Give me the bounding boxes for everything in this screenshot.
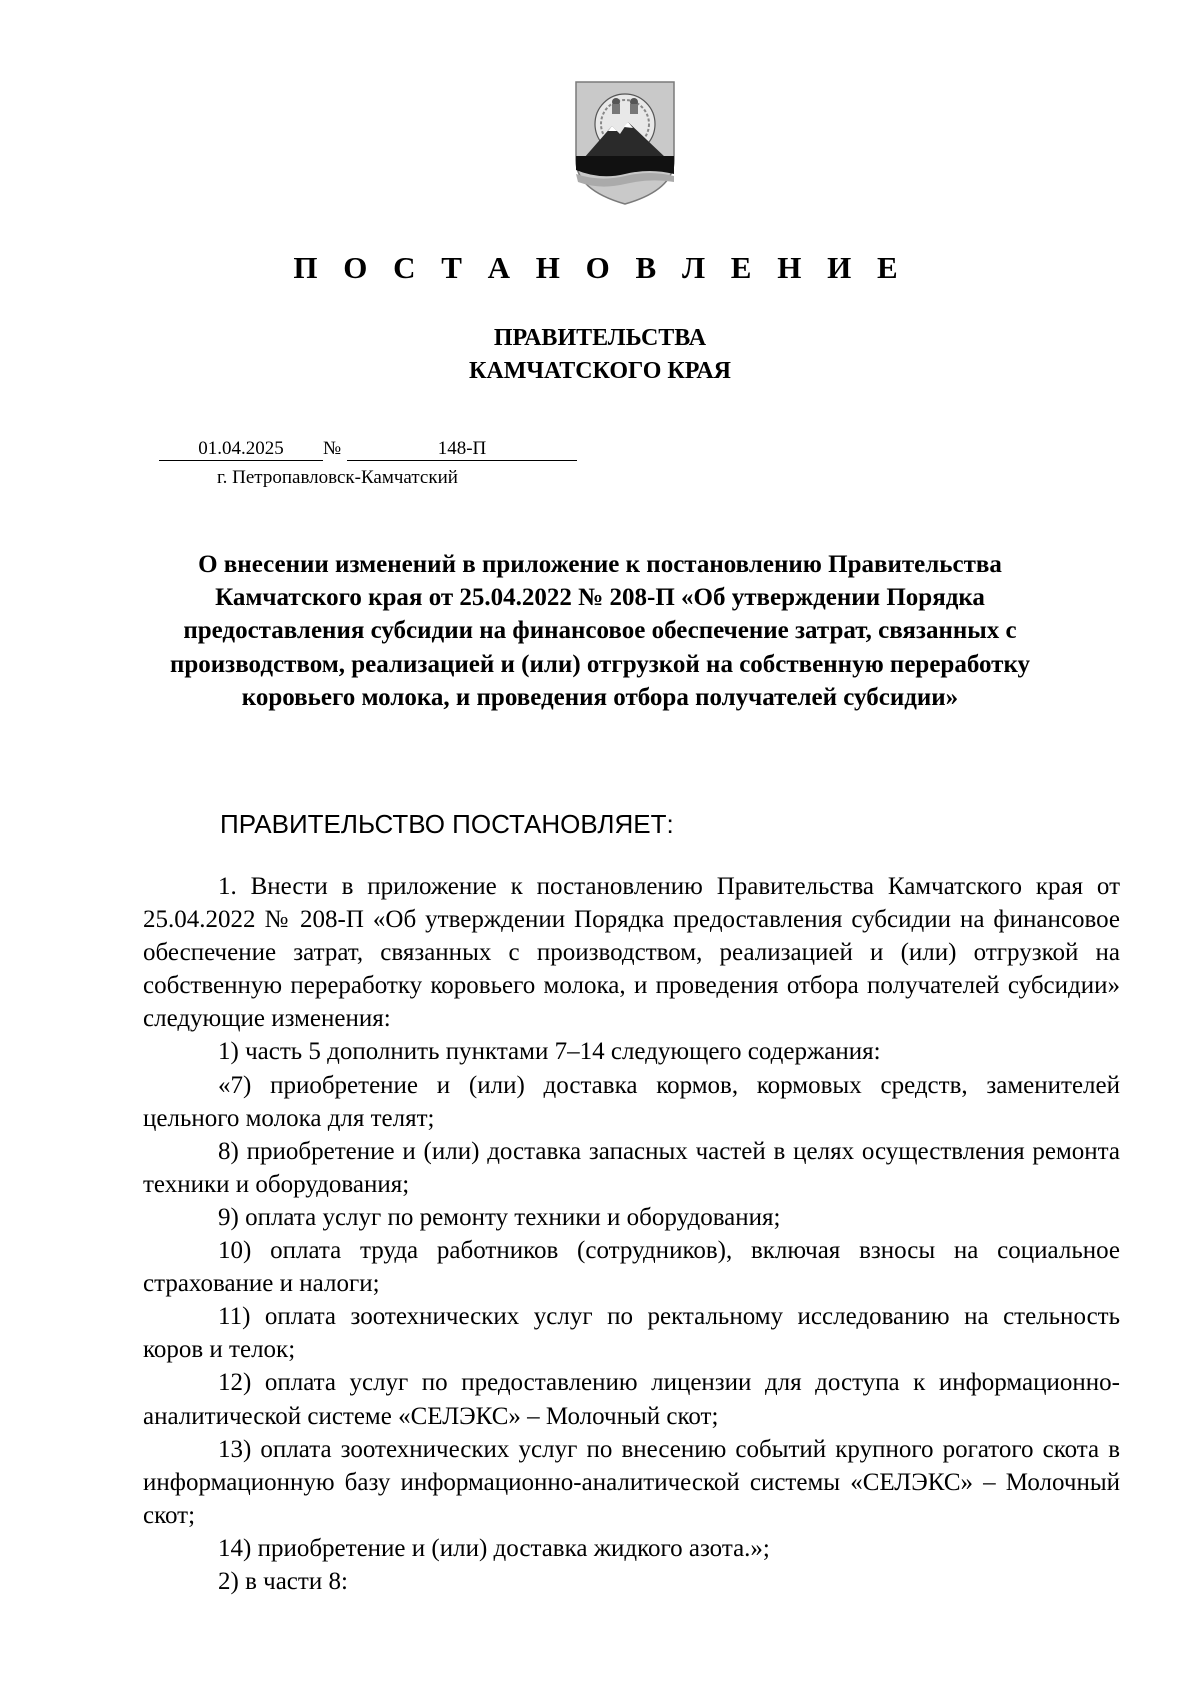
authority-line-2: КАМЧАТСКОГО КРАЯ (468, 358, 732, 384)
document-city: г. Петропавловск-Камчатский (217, 467, 458, 488)
paragraph: «7) приобретение и (или) доставка кормов, кормовых средств, заменителей цельного молока для телят; (143, 1071, 1120, 1132)
document-details (159, 438, 599, 490)
date-number-row (159, 438, 599, 462)
document-subject: О внесении изменений в приложение к постановлению Правительства Камчатского края от 25.04.2022 № 208-П «Об утверждении Порядка предоставления субсидии на финансовое обеспечение затрат, связанных с производством, реализацией и (или) отгрузкой на собственную переработку коровьего молока, и проведения отбора получателей субсидии» (169, 551, 1031, 711)
paragraph: 9) оплата услуг по ремонту техники и оборудования; (218, 1203, 781, 1231)
paragraph: 12) оплата услуг по предоставлению лицензии для доступа к информационно-аналитической системе «СЕЛЭКС» – Молочный скот; (143, 1369, 1120, 1430)
paragraph: 8) приобретение и (или) доставка запасных частей в целях осуществления ремонта техники и оборудования; (143, 1137, 1120, 1198)
decree-formula: ПРАВИТЕЛЬСТВО ПОСТАНОВЛЯЕТ: (220, 809, 674, 839)
document-number: 148-П (347, 438, 577, 461)
paragraph: 1) часть 5 дополнить пунктами 7–14 следующего содержания: (218, 1038, 881, 1066)
authority-line-1: ПРАВИТЕЛЬСТВА (493, 325, 707, 351)
document-type-title: П О С Т А Н О В Л Е Н И Е (293, 250, 907, 285)
issuing-authority (0, 322, 1200, 388)
paragraph: 14) приобретение и (или) доставка жидкого азота.»; (218, 1534, 770, 1562)
paragraph: 13) оплата зоотехнических услуг по внесению событий крупного рогатого скота в информационную базу информационно-аналитической системы «СЕЛЭКС» – Молочный скот; (143, 1435, 1120, 1529)
number-sign: № (323, 438, 342, 459)
paragraph: 11) оплата зоотехнических услуг по ректальному исследованию на стельность коров и телок; (143, 1303, 1120, 1364)
paragraph: 1. Внести в приложение к постановлению Правительства Камчатского края от 25.04.2022 № 208-П «Об утверждении Порядка предоставления субсидии на финансовое обеспечение затрат, связанных с производством, реализацией и (или) отгрузкой на собственную переработку коровьего молока, и проведения отбора получателей субсидии» следующие изменения: (143, 873, 1120, 1033)
document-body (143, 870, 1120, 1598)
document-date: 01.04.2025 (159, 438, 323, 461)
paragraph: 10) оплата труда работников (сотрудников), включая взносы на социальное страхование и налоги; (143, 1237, 1120, 1298)
kamchatka-coat-of-arms-icon (570, 78, 680, 208)
paragraph: 2) в части 8: (218, 1567, 348, 1595)
